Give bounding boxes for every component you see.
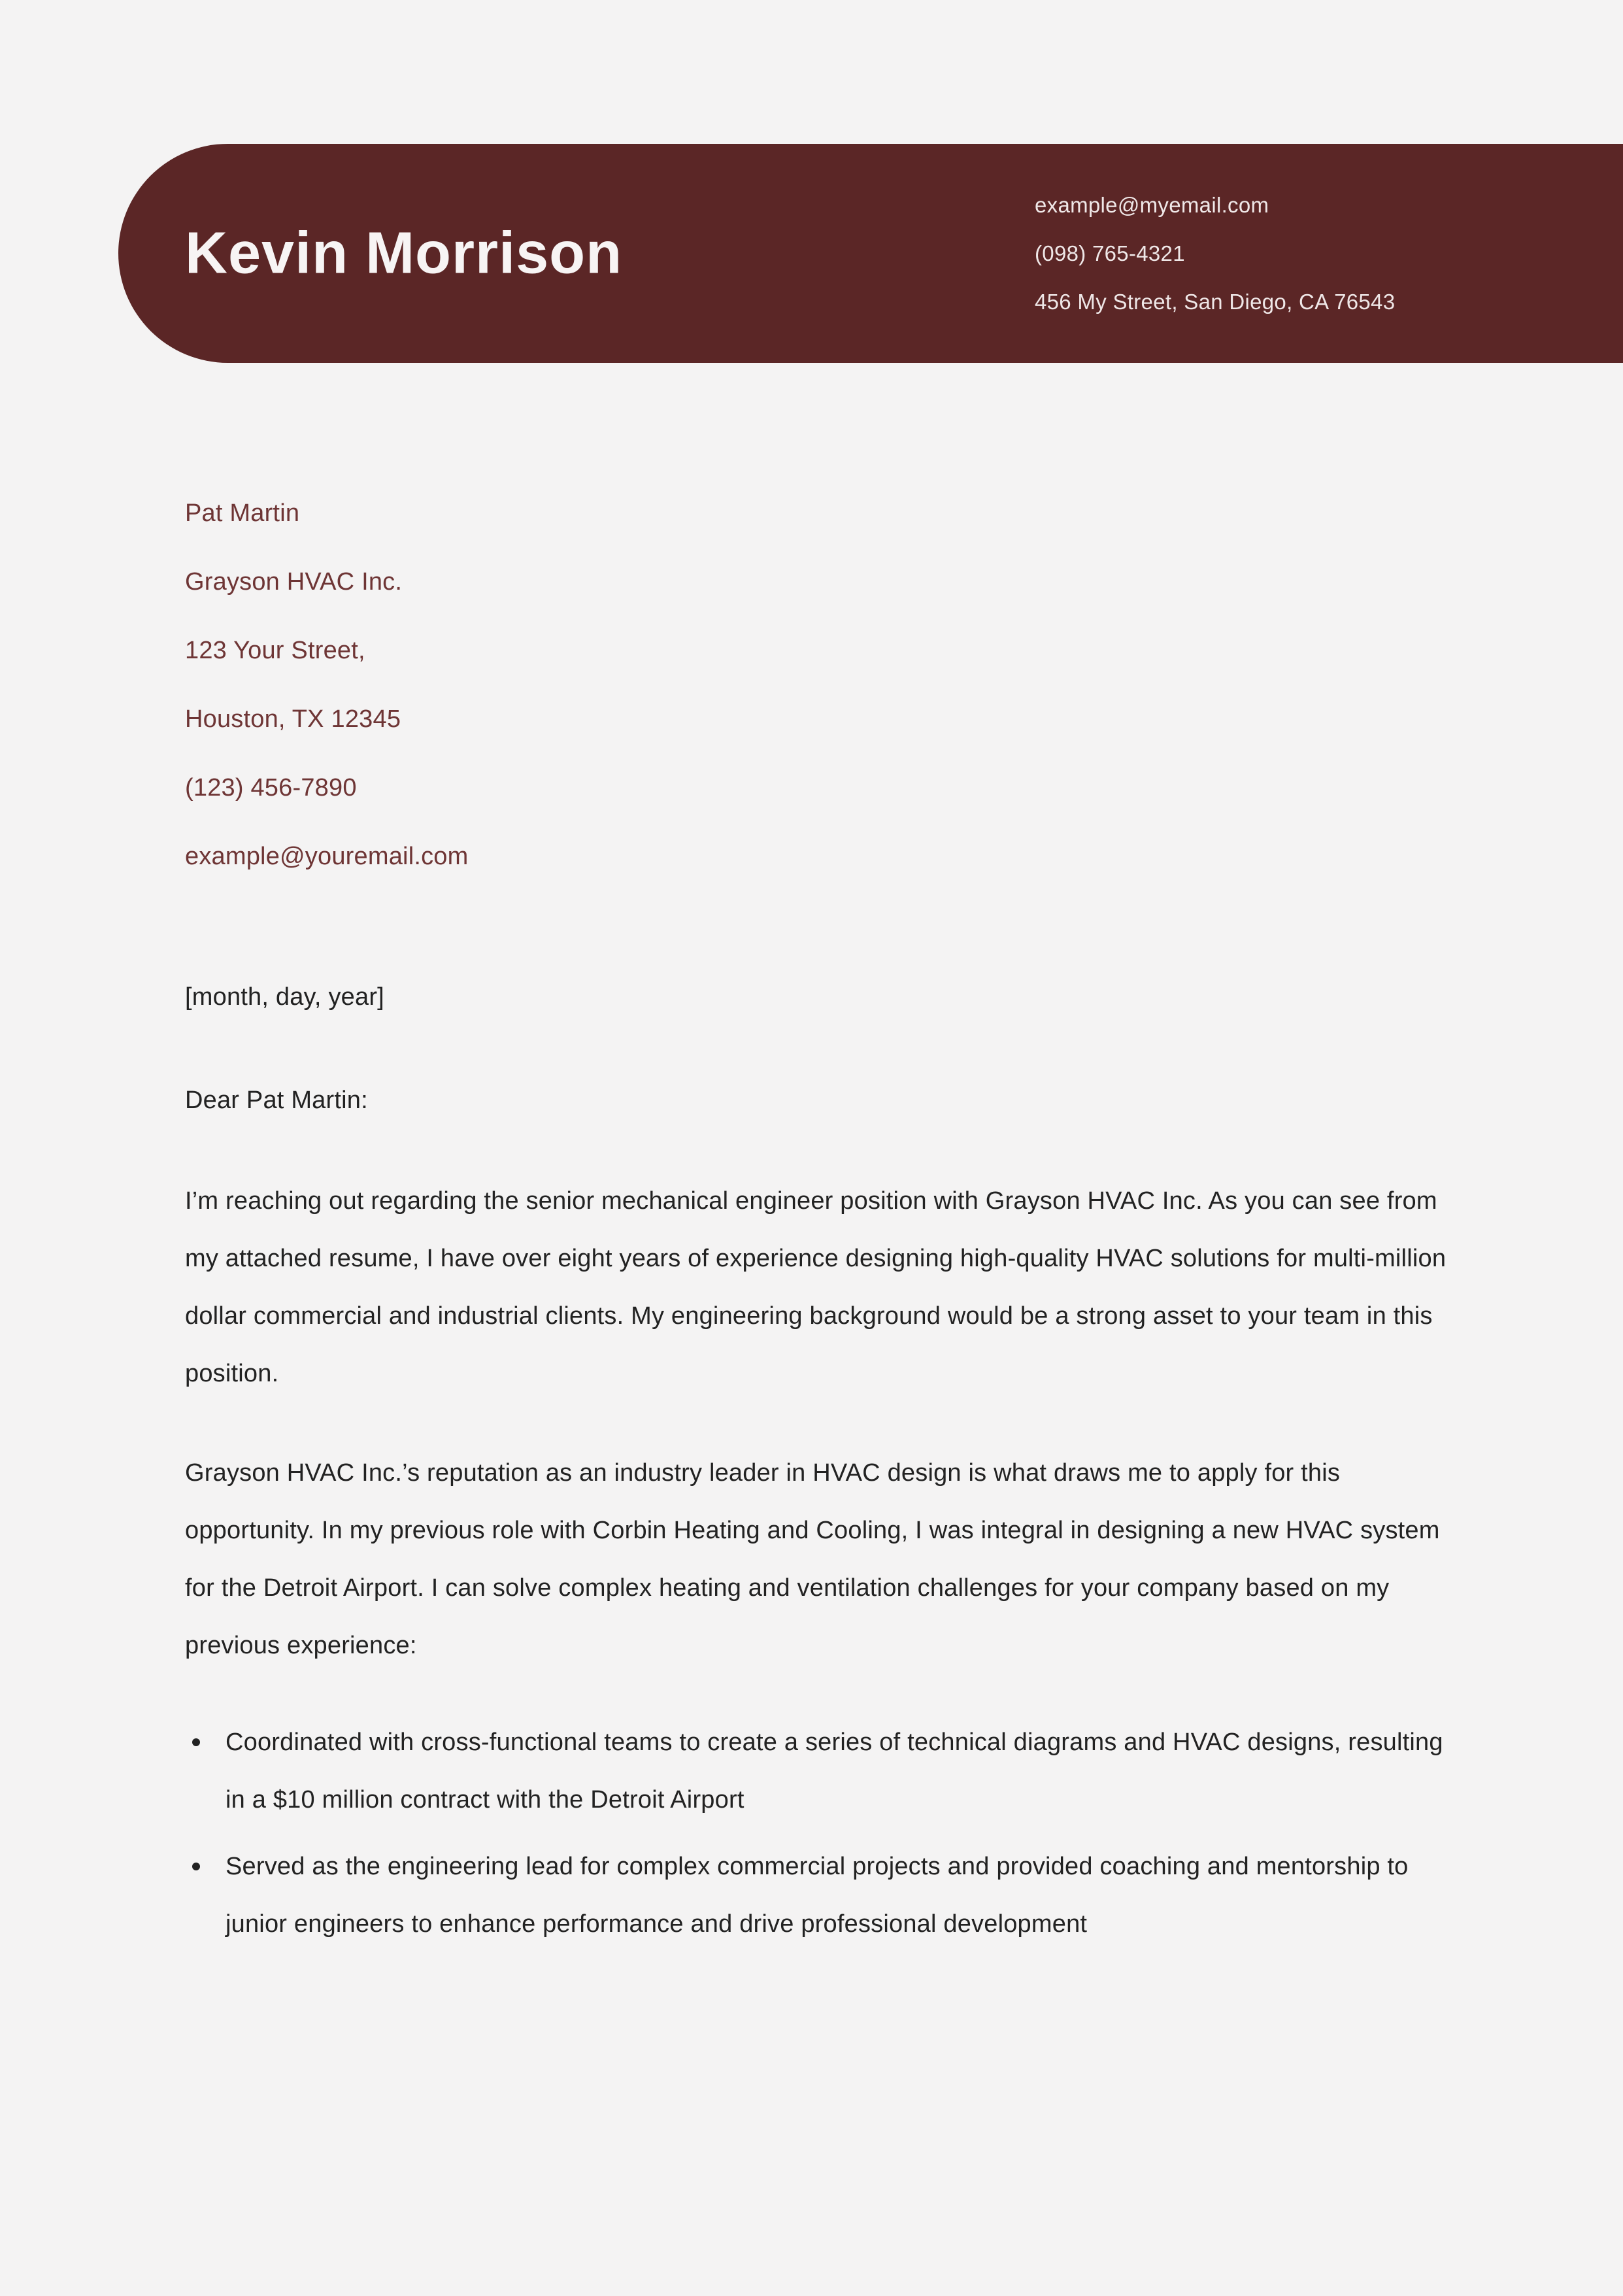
header-band (118, 144, 1623, 363)
date-placeholder: [month, day, year] (185, 983, 384, 1011)
list-item: Coordinated with cross-functional teams to create a series of technical diagrams and HVAC designs, resulting in a $10 million contract with the Detroit Airport (185, 1714, 1466, 1829)
paragraph-experience: Grayson HVAC Inc.’s reputation as an industry leader in HVAC design is what draws me to apply for this opportunity. In my previous role with Corbin Heating and Cooling, I was integral in designing a new HVAC system for the Detroit Airport. I can solve complex heating and ventilation challenges for your company based on my previous experience: (185, 1459, 1440, 1659)
recipient-street: 123 Your Street, (185, 637, 365, 664)
applicant-contact-block (1035, 181, 1395, 326)
recipient-phone: (123) 456-7890 (185, 774, 357, 802)
recipient-email: example@youremail.com (185, 843, 469, 870)
paragraph-intro: I’m reaching out regarding the senior mechanical engineer position with Grayson HVAC Inc. As you can see from my attached resume, I have over eight years of experience designing high-quality HVAC solutions for multi-million dollar commercial and industrial clients. My engineering background would be a strong asset to your team in this position. (185, 1187, 1447, 1387)
recipient-company: Grayson HVAC Inc. (185, 568, 403, 596)
applicant-email: example@myemail.com (1035, 192, 1269, 217)
applicant-address: 456 My Street, San Diego, CA 76543 (1035, 289, 1396, 314)
applicant-phone: (098) 765-4321 (1035, 241, 1185, 265)
letter-body (185, 479, 1466, 1962)
achievement-list (185, 1714, 1466, 1953)
applicant-name: Kevin Morrison (185, 220, 623, 286)
recipient-name: Pat Martin (185, 499, 300, 527)
list-item: Served as the engineering lead for complex commercial projects and provided coaching and mentorship to junior engineers to enhance performance and drive professional development (185, 1838, 1466, 1953)
salutation: Dear Pat Martin: (185, 1087, 368, 1114)
recipient-city: Houston, TX 12345 (185, 705, 401, 733)
recipient-block (185, 479, 1466, 891)
